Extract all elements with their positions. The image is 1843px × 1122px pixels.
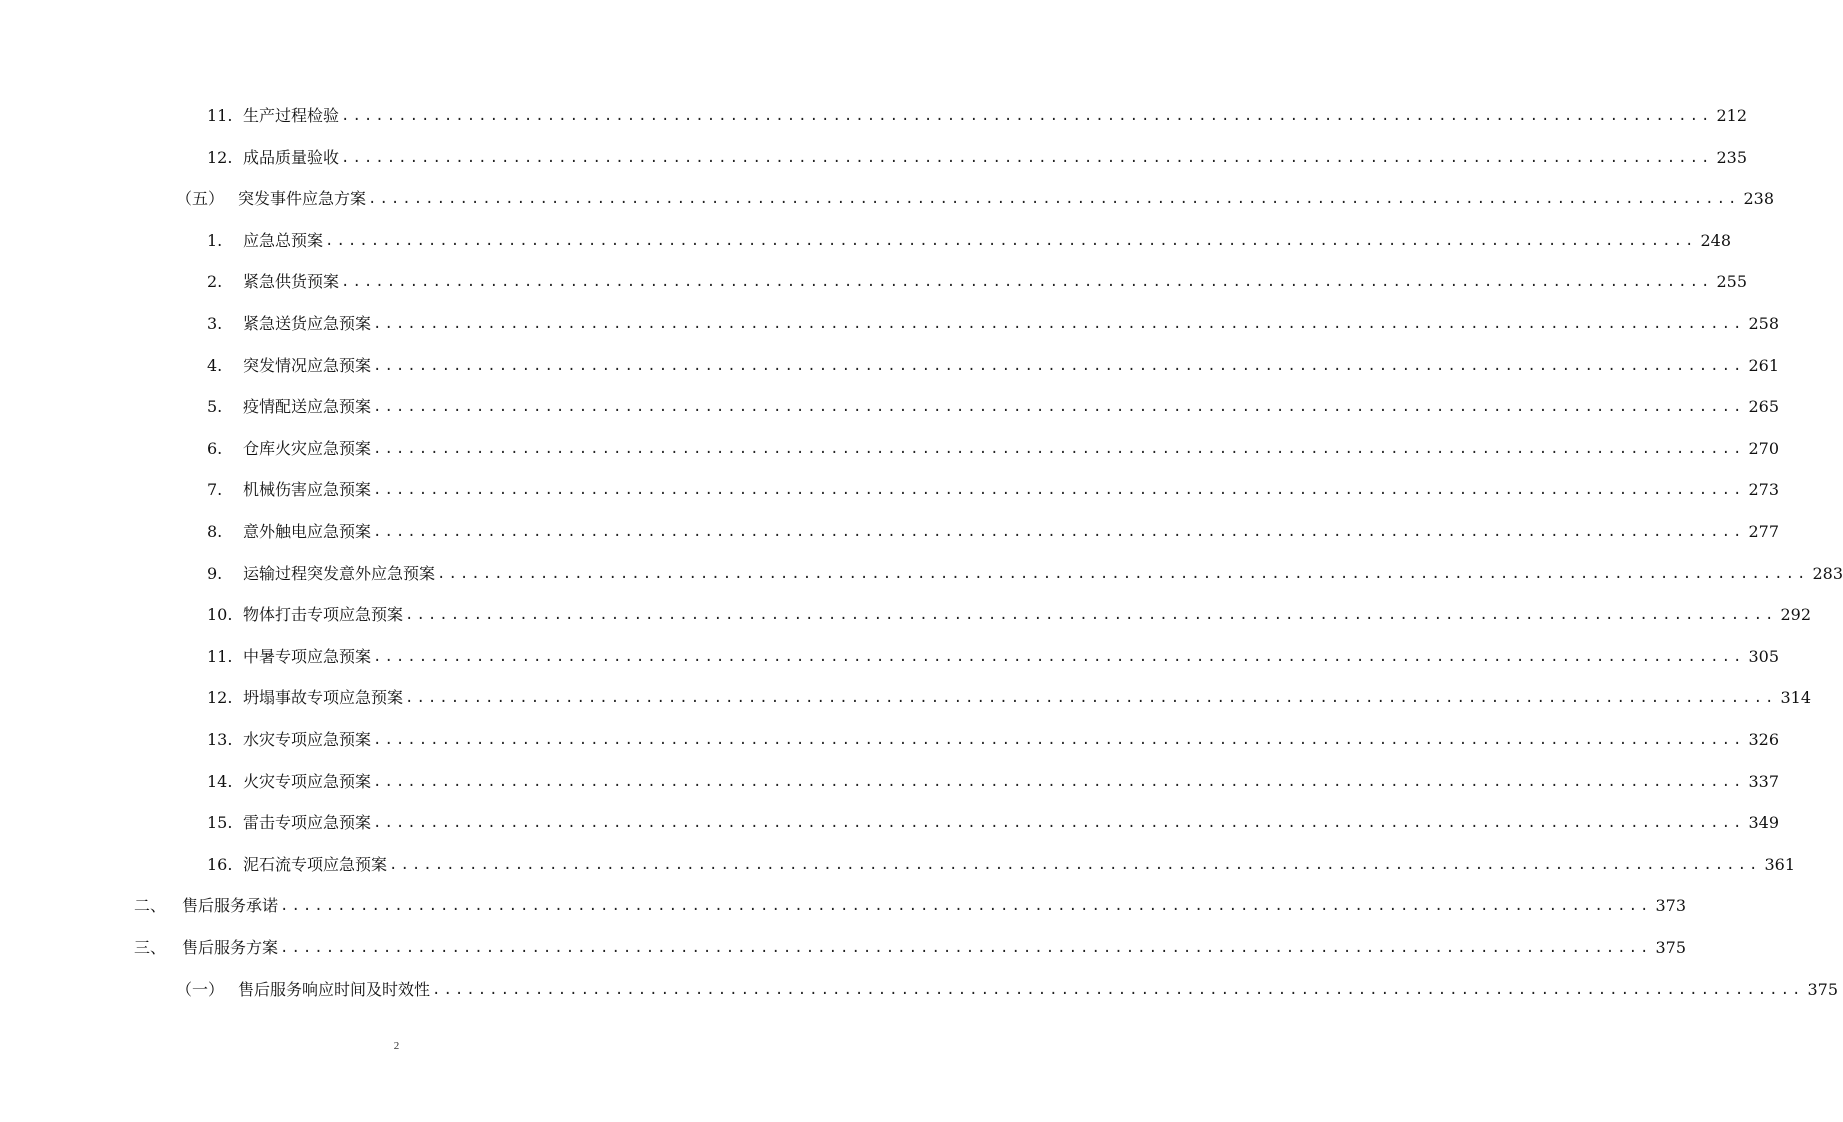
toc-entry-title: 意外触电应急预案 [243,522,372,541]
toc-dot-leader: ........................................................................................................................ [389,856,1761,873]
toc-entry-number: （一） [176,979,225,999]
toc-entry-title: 中暑专项应急预案 [243,646,372,666]
toc-entry-title: 售后服务承诺 [182,896,279,916]
toc-entry-number: 14. [207,771,233,791]
toc-entry-page: 265 [1748,397,1780,417]
toc-entry-page: 261 [1748,355,1780,375]
toc-dot-leader: ........................................................................................................................ [405,690,1777,707]
toc-dot-leader: ........................................................................................................................ [280,898,1652,915]
toc-dot-leader: ........................................................................................................................ [373,440,1745,457]
page-number: 2 [393,1040,400,1052]
toc-dot-leader: ........................................................................................................................ [341,149,1713,166]
toc-entry-number: 6. [207,438,223,458]
toc-entry-page: 361 [1764,854,1796,874]
toc-entry-number: 9. [207,563,223,583]
toc-entry-page: 314 [1780,688,1812,708]
toc-dot-leader: ........................................................................................................................ [373,648,1745,665]
toc-dot-leader: ........................................................................................................................ [373,482,1745,499]
toc-entry[interactable] [207,559,1843,589]
toc-entry[interactable] [207,517,1780,547]
toc-entry-page: 337 [1748,771,1780,791]
toc-entry-number: 12. [207,147,233,167]
toc-entry-title: 运输过程突发意外应急预案 [243,563,436,583]
toc-entry-title: 雷击专项应急预案 [243,813,372,833]
toc-dot-leader: ........................................................................................................................ [432,981,1804,998]
toc-entry-title: 物体打击专项应急预案 [243,605,404,625]
toc-entry-page: 270 [1748,438,1780,458]
toc-entry-page: 255 [1716,272,1748,292]
toc-entry[interactable] [176,975,1839,1005]
toc-dot-leader: ........................................................................................................................ [437,565,1809,582]
toc-entry-title: 火灾专项应急预案 [243,771,372,791]
toc-entry-title: 应急总预案 [243,230,324,250]
toc-entry-number: 8. [207,522,223,541]
toc-entry-page: 212 [1716,106,1748,125]
toc-entry-number: 13. [207,730,233,749]
toc-entry-title: 泥石流专项应急预案 [243,854,388,874]
toc-entry-page: 292 [1780,605,1812,625]
toc-entry[interactable] [207,267,1748,297]
toc-entry[interactable] [207,143,1748,173]
toc-entry-page: 258 [1748,314,1780,333]
toc-entry-page: 277 [1748,522,1780,541]
toc-dot-leader: ........................................................................................................................ [280,940,1652,956]
toc-entry-page: 305 [1748,646,1780,666]
toc-entry-page: 375 [1655,938,1687,957]
toc-entry-title: 机械伤害应急预案 [243,480,372,500]
toc-entry-title: 紧急送货应急预案 [243,314,372,333]
toc-dot-leader: ........................................................................................................................ [373,773,1745,790]
toc-entry[interactable] [134,933,1687,963]
toc-dot-leader: ........................................................................................................................ [373,316,1745,332]
toc-entry[interactable] [207,683,1812,713]
toc-entry-number: 三、 [134,938,167,957]
toc-entry[interactable] [207,101,1748,131]
toc-entry-number: 12. [207,688,233,708]
toc-dot-leader: ........................................................................................................................ [373,357,1745,374]
toc-entry-number: 5. [207,397,223,417]
toc-entry[interactable] [207,392,1780,422]
toc-entry-number: 2. [207,272,223,292]
toc-entry-title: 坍塌事故专项应急预案 [243,688,404,708]
toc-entry[interactable] [207,600,1812,630]
toc-entry-page: 248 [1700,230,1732,250]
toc-entry-number: 16. [207,854,233,874]
toc-dot-leader: ........................................................................................................................ [405,607,1777,624]
toc-entry-page: 349 [1748,813,1780,833]
toc-entry-title: 生产过程检验 [243,106,340,125]
toc-dot-leader: ........................................................................................................................ [325,232,1697,249]
toc-entry-title: 突发情况应急预案 [243,355,372,375]
toc-dot-leader: ........................................................................................................................ [373,524,1745,540]
toc-entry-title: 疫情配送应急预案 [243,397,372,417]
toc-entry-number: 11. [207,106,233,125]
toc-entry-title: 售后服务方案 [182,938,279,957]
toc-dot-leader: ........................................................................................................................ [373,815,1745,832]
toc-entry[interactable] [207,226,1732,256]
toc-dot-leader: ........................................................................................................................ [373,399,1745,416]
toc-entry[interactable] [207,434,1780,464]
toc-entry-number: 3. [207,314,223,333]
toc-entry-page: 273 [1748,480,1780,500]
toc-entry-page: 373 [1655,896,1687,916]
toc-dot-leader: ........................................................................................................................ [341,108,1713,124]
toc-entry-title: 仓库火灾应急预案 [243,438,372,458]
toc-entry-number: （五） [176,189,225,209]
toc-dot-leader: ........................................................................................................................ [368,191,1740,208]
toc-entry[interactable] [207,351,1780,381]
toc-entry[interactable] [207,725,1780,755]
toc-entry[interactable] [207,475,1780,505]
toc-entry-page: 375 [1807,979,1839,999]
toc-entry-number: 7. [207,480,223,500]
toc-entry[interactable] [207,767,1780,797]
toc-entry[interactable] [176,184,1775,214]
toc-entry[interactable] [207,642,1780,672]
toc-entry-page: 235 [1716,147,1748,167]
toc-entry-page: 283 [1812,563,1843,583]
toc-entry-title: 成品质量验收 [243,147,340,167]
toc-dot-leader: ........................................................................................................................ [341,274,1713,291]
toc-entry[interactable] [207,850,1796,880]
toc-entry-page: 326 [1748,730,1780,749]
toc-entry-number: 10. [207,605,233,625]
toc-entry-title: 水灾专项应急预案 [243,730,372,749]
toc-entry[interactable] [207,808,1780,838]
toc-entry-number: 二、 [134,896,167,916]
toc-entry-number: 4. [207,355,223,375]
toc-entry[interactable] [134,891,1687,921]
toc-entry-title: 售后服务响应时间及时效性 [238,979,431,999]
toc-dot-leader: ........................................................................................................................ [373,732,1745,748]
toc-entry-number: 1. [207,230,223,250]
toc-entry[interactable] [207,309,1780,339]
toc-entry-page: 238 [1743,189,1775,209]
toc-entry-title: 突发事件应急方案 [238,189,367,209]
toc-entry-number: 15. [207,813,233,833]
toc-entry-title: 紧急供货预案 [243,272,340,292]
toc-entry-number: 11. [207,646,233,666]
